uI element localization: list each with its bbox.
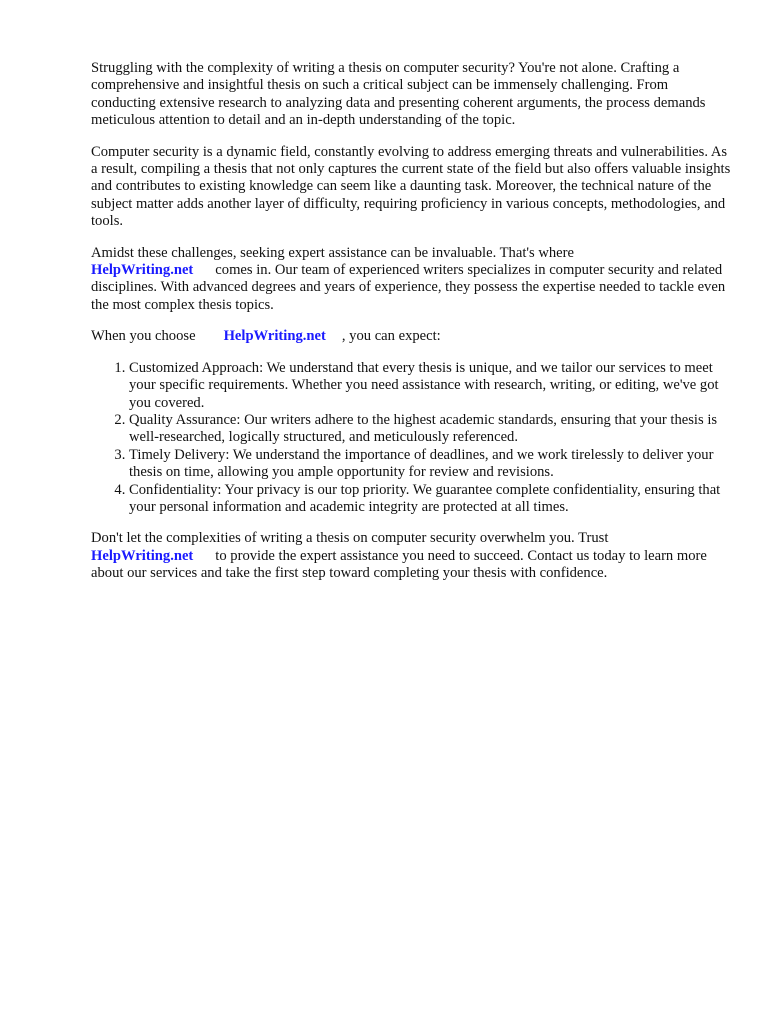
- choose-paragraph: [91, 328, 731, 345]
- choose-text-after: , you can expect:: [341, 328, 441, 345]
- intro-paragraph: Struggling with the complexity of writing a thesis on computer security? You're not alone. Crafting a comprehensive and insightful thesis on such a critical subject can be immensely challenging. From conducting extensive research to analyzing data and presenting coherent arguments, the process demands meticulous attention to detail and an in-depth understanding of the topic.: [91, 60, 706, 129]
- helpwriting-link-2[interactable]: HelpWriting.net: [223, 328, 326, 345]
- list-item: 2. Quality Assurance: Our writers adhere to the highest academic standards, ensuring that your thesis is well-researched, logically structured, and meticulously referenced.: [129, 412, 731, 447]
- closing-paragraph: [91, 530, 731, 582]
- choose-text-before: When you choose: [91, 328, 196, 345]
- helpwriting-link-3[interactable]: HelpWriting.net: [91, 547, 194, 564]
- assistance-paragraph: [91, 245, 731, 315]
- document-page: [91, 60, 731, 597]
- closing-text-before: Don't let the complexities of writing a thesis on computer security overwhelm you. Trust: [91, 530, 609, 547]
- closing-text-after: to provide the expert assistance you need to succeed. Contact us today to learn more about our services and take the first step toward completing your thesis with confidence.: [91, 547, 707, 582]
- helpwriting-link-1[interactable]: HelpWriting.net: [91, 262, 194, 279]
- assistance-text-after: comes in. Our team of experienced writers specializes in computer security and related disciplines. With advanced degrees and years of experience, they possess the expertise needed to tackle even the most complex thesis topics.: [91, 262, 726, 313]
- list-item: 1. Customized Approach: We understand that every thesis is unique, and we tailor our services to meet your specific requirements. Whether you need assistance with research, writing, or editing, we've got you covered.: [129, 360, 731, 412]
- assistance-text-before: Amidst these challenges, seeking expert assistance can be invaluable. That's where: [91, 244, 574, 261]
- field-paragraph: Computer security is a dynamic field, constantly evolving to address emerging threats and vulnerabilities. As a result, compiling a thesis that not only captures the current state of the field but also offers valuable insights and contributes to existing knowledge can seem like a daunting task. Moreover, the technical nature of the subject matter adds another layer of difficulty, requiring proficiency in various concepts, methodologies, and tools.: [91, 143, 731, 230]
- list-item: 4. Confidentiality: Your privacy is our top priority. We guarantee complete confidentiality, ensuring that your personal information and academic integrity are protected at all times.: [129, 482, 731, 517]
- list-item: 3. Timely Delivery: We understand the importance of deadlines, and we work tirelessly to deliver your thesis on time, allowing you ample opportunity for review and revisions.: [129, 447, 731, 482]
- benefits-list: [91, 360, 731, 517]
